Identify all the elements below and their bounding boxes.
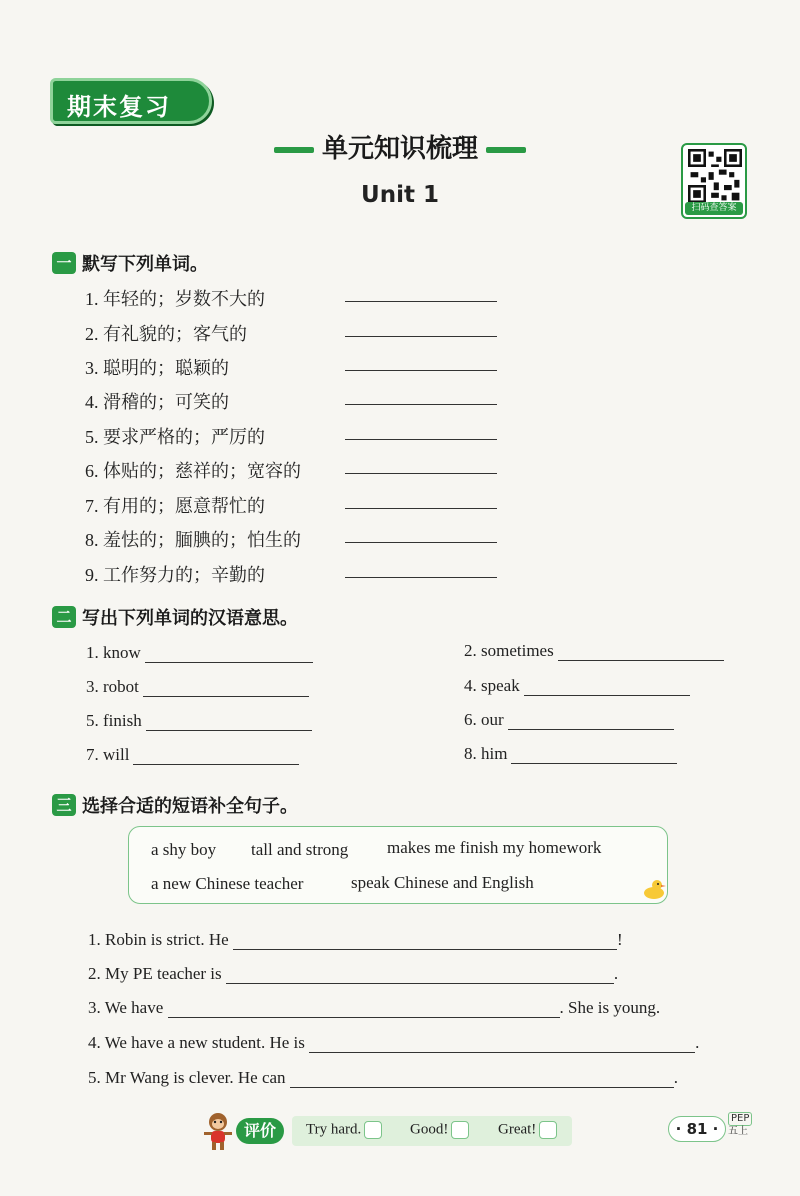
answer-line[interactable] xyxy=(345,508,497,509)
sentence-end: . She is young. xyxy=(559,998,661,1017)
sentence-text: 4. We have a new student. He is xyxy=(88,1033,305,1052)
answer-line[interactable] xyxy=(345,370,497,371)
part1-item: 2. 有礼貌的；客气的 xyxy=(85,324,247,344)
answer-line[interactable] xyxy=(146,715,312,731)
answer-line[interactable] xyxy=(345,473,497,474)
part2-word: 8. him xyxy=(464,744,508,763)
part1-item: 7. 有用的；愿意帮忙的 xyxy=(85,496,265,516)
evaluation-badge: 评价 xyxy=(236,1118,284,1144)
rating-label: Try hard. xyxy=(306,1121,362,1138)
part2-item xyxy=(464,641,724,661)
answer-line[interactable] xyxy=(133,749,299,765)
answer-line[interactable] xyxy=(345,301,497,302)
part2-word: 5. finish xyxy=(86,711,142,730)
rating-checkbox[interactable] xyxy=(364,1121,382,1139)
edition-label xyxy=(728,1112,752,1138)
rating-label: Great! xyxy=(498,1121,537,1138)
rating-try-hard xyxy=(306,1121,382,1139)
rating-good xyxy=(410,1121,469,1139)
rating-checkbox[interactable] xyxy=(451,1121,469,1139)
word-bank-phrase: makes me finish my homework xyxy=(387,838,602,857)
page-number: · 81 · xyxy=(668,1116,726,1142)
answer-line[interactable] xyxy=(345,542,497,543)
part3-instruction: 选择合适的短语补全句子。 xyxy=(82,796,298,817)
part1-instruction: 默写下列单词。 xyxy=(82,254,208,275)
sentence-end: . xyxy=(613,964,619,983)
sentence-end: . xyxy=(673,1068,679,1087)
part2-word: 3. robot xyxy=(86,677,139,696)
answer-line[interactable] xyxy=(309,1037,695,1053)
part2-item xyxy=(86,643,313,663)
word-bank-phrase: a shy boy xyxy=(151,840,217,859)
answer-line[interactable] xyxy=(143,681,309,697)
part2-item xyxy=(86,711,312,731)
sentence-text: 5. Mr Wang is clever. He can xyxy=(88,1068,286,1087)
word-bank-phrase: tall and strong xyxy=(251,840,349,859)
sentence-text: 3. We have xyxy=(88,998,164,1017)
part1-item: 9. 工作努力的；辛勤的 xyxy=(85,565,265,585)
section-title xyxy=(0,128,800,165)
part1-item: 5. 要求严格的；严厉的 xyxy=(85,427,265,447)
rating-label: Good! xyxy=(410,1121,449,1138)
part1-item: 3. 聪明的；聪颖的 xyxy=(85,358,229,378)
answer-line[interactable] xyxy=(290,1072,674,1088)
part2-badge: 二 xyxy=(52,606,76,628)
answer-line[interactable] xyxy=(145,647,313,663)
sentence xyxy=(88,998,660,1018)
grade-label: 五上 xyxy=(728,1126,748,1137)
edition-tag: PEP xyxy=(728,1112,752,1126)
part2-item xyxy=(86,745,299,765)
sentence-end: ! xyxy=(616,930,623,949)
sentence-text: 1. Robin is strict. He xyxy=(88,930,229,949)
sentence-end: . xyxy=(695,1033,700,1052)
part2-word: 6. our xyxy=(464,710,504,729)
part2-word: 7. will xyxy=(86,745,130,764)
part2-instruction: 写出下列单词的汉语意思。 xyxy=(82,608,298,629)
part1-item: 1. 年轻的；岁数不大的 xyxy=(85,289,265,309)
qr-code-icon xyxy=(688,149,742,203)
evaluation-bar xyxy=(292,1116,572,1146)
part2-word: 4. speak xyxy=(464,676,520,695)
sentence xyxy=(88,1033,699,1053)
sentence xyxy=(88,930,623,950)
header-tab xyxy=(50,78,212,124)
rating-checkbox[interactable] xyxy=(539,1121,557,1139)
answer-line[interactable] xyxy=(345,404,497,405)
part1-item: 6. 体贴的；慈祥的；宽容的 xyxy=(85,461,301,481)
tab-label: 期末复习 xyxy=(67,93,171,121)
answer-line[interactable] xyxy=(511,748,677,764)
answer-line[interactable] xyxy=(345,439,497,440)
answer-line[interactable] xyxy=(524,680,690,696)
answer-line[interactable] xyxy=(345,577,497,578)
rating-great xyxy=(498,1121,557,1139)
word-bank-phrase: speak Chinese and English xyxy=(351,873,534,892)
answer-line[interactable] xyxy=(558,645,724,661)
answer-line[interactable] xyxy=(345,336,497,337)
answer-line[interactable] xyxy=(168,1002,560,1018)
part1-item: 4. 滑稽的；可笑的 xyxy=(85,392,229,412)
part2-item xyxy=(86,677,309,697)
monkey-mascot-icon xyxy=(200,1110,236,1152)
sentence xyxy=(88,1068,678,1088)
qr-code[interactable] xyxy=(681,143,747,219)
part1-header xyxy=(52,250,208,276)
qr-label: 扫码查答案 xyxy=(685,202,743,215)
word-bank-phrase: a new Chinese teacher xyxy=(151,874,304,893)
unit-title: Unit 1 xyxy=(361,182,439,208)
part2-word: 1. know xyxy=(86,643,141,662)
answer-line[interactable] xyxy=(508,714,674,730)
part3-badge: 三 xyxy=(52,794,76,816)
answer-line[interactable] xyxy=(233,934,617,950)
part2-item xyxy=(464,710,674,730)
part2-word: 2. sometimes xyxy=(464,641,554,660)
section-title-text: 单元知识梳理 xyxy=(321,134,478,164)
sentence-text: 2. My PE teacher is xyxy=(88,964,222,983)
part2-header xyxy=(52,604,298,630)
sentence xyxy=(88,964,618,984)
duck-icon xyxy=(642,878,666,900)
part1-item: 8. 羞怯的；腼腆的；怕生的 xyxy=(85,530,301,550)
part2-item xyxy=(464,676,690,696)
part3-header xyxy=(52,792,298,818)
part1-badge: 一 xyxy=(52,252,76,274)
title-bar-left xyxy=(274,147,314,153)
part2-item xyxy=(464,744,677,764)
answer-line[interactable] xyxy=(226,968,614,984)
page-number-value: 81 xyxy=(686,1120,708,1138)
title-bar-right xyxy=(486,147,526,153)
